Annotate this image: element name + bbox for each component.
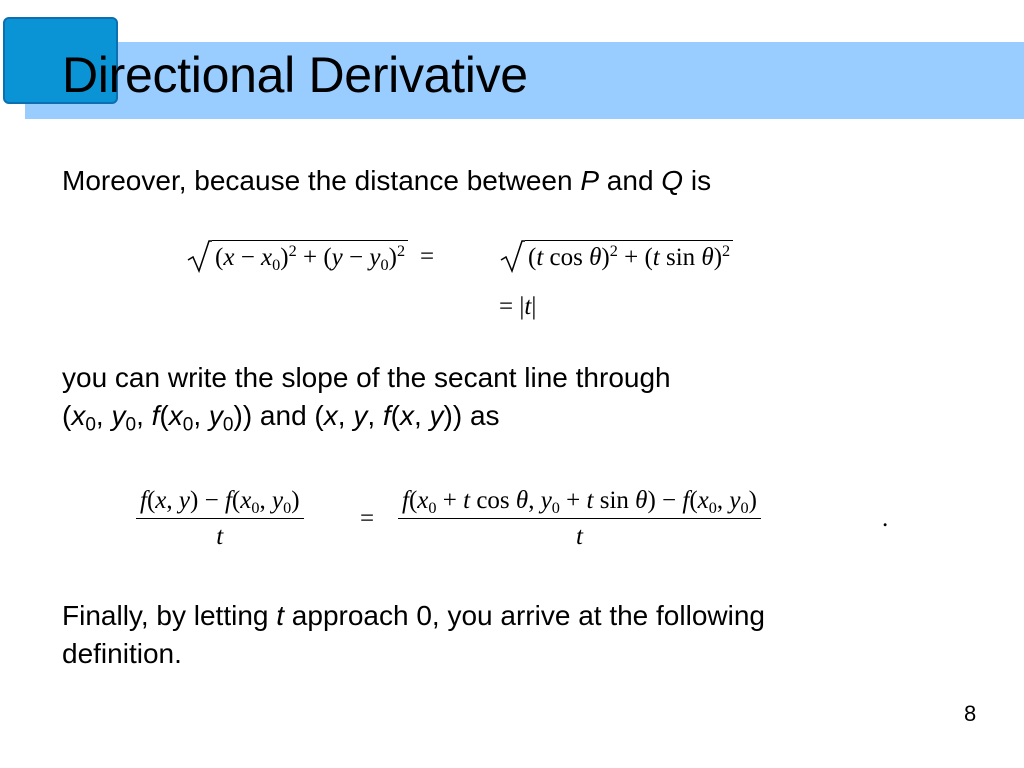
rhs-radicand: (t cos θ)$^2$ + (t sin θ)$^2$ <box>525 240 733 273</box>
page-number: 8 <box>964 701 977 726</box>
equals-sign: = <box>420 243 435 270</box>
left-numerator: f(x, $y) - f(x_0$, $y_0$) <box>136 484 304 519</box>
paragraph-secant <box>62 359 671 435</box>
right-denominator: t <box>576 523 583 550</box>
right-numerator: $f(x_0 + t$ cos θ, $y_0 + t$ $\sin \theta) - f(x_0$, $y_0$) <box>398 484 761 519</box>
point-p: P <box>580 165 600 196</box>
equals-sign: = <box>360 505 375 532</box>
square-root-icon <box>186 240 212 274</box>
paragraph-conclusion <box>62 597 765 673</box>
slope-fraction-left <box>136 484 304 555</box>
para1-text-a: Moreover, because the distance between <box>62 165 581 196</box>
distance-rhs <box>499 240 733 274</box>
square-root-icon <box>499 240 525 274</box>
period: . <box>882 505 889 532</box>
para3-text-a: Finally, by letting <box>62 600 277 631</box>
point-q: Q <box>661 165 684 196</box>
para1-text-c: is <box>683 165 712 196</box>
para1-text-b: and <box>599 165 662 196</box>
slide-title: Directional Derivative <box>62 47 528 103</box>
left-denominator: t <box>216 523 224 550</box>
lhs-radicand: $(x - x_0)^2 + (y - y_0)^2$ <box>212 240 408 273</box>
para3-line2: definition. <box>62 638 182 669</box>
distance-lhs <box>186 240 446 274</box>
slope-fraction-right <box>398 484 761 555</box>
variable-t: t <box>276 600 285 631</box>
para2-line2: ($x_0$, $y_0$, $f(x_0$, $y_0$)) and (x, y, f(x, y)) as <box>62 400 500 436</box>
distance-equation <box>186 240 826 330</box>
para3-text-b: approach 0, you arrive at the following <box>284 600 765 631</box>
paragraph-distance <box>62 162 711 200</box>
distance-result: = |t| <box>499 293 537 320</box>
para2-line1: you can write the slope of the secant line through <box>62 362 671 393</box>
secant-slope-equation <box>136 484 896 564</box>
